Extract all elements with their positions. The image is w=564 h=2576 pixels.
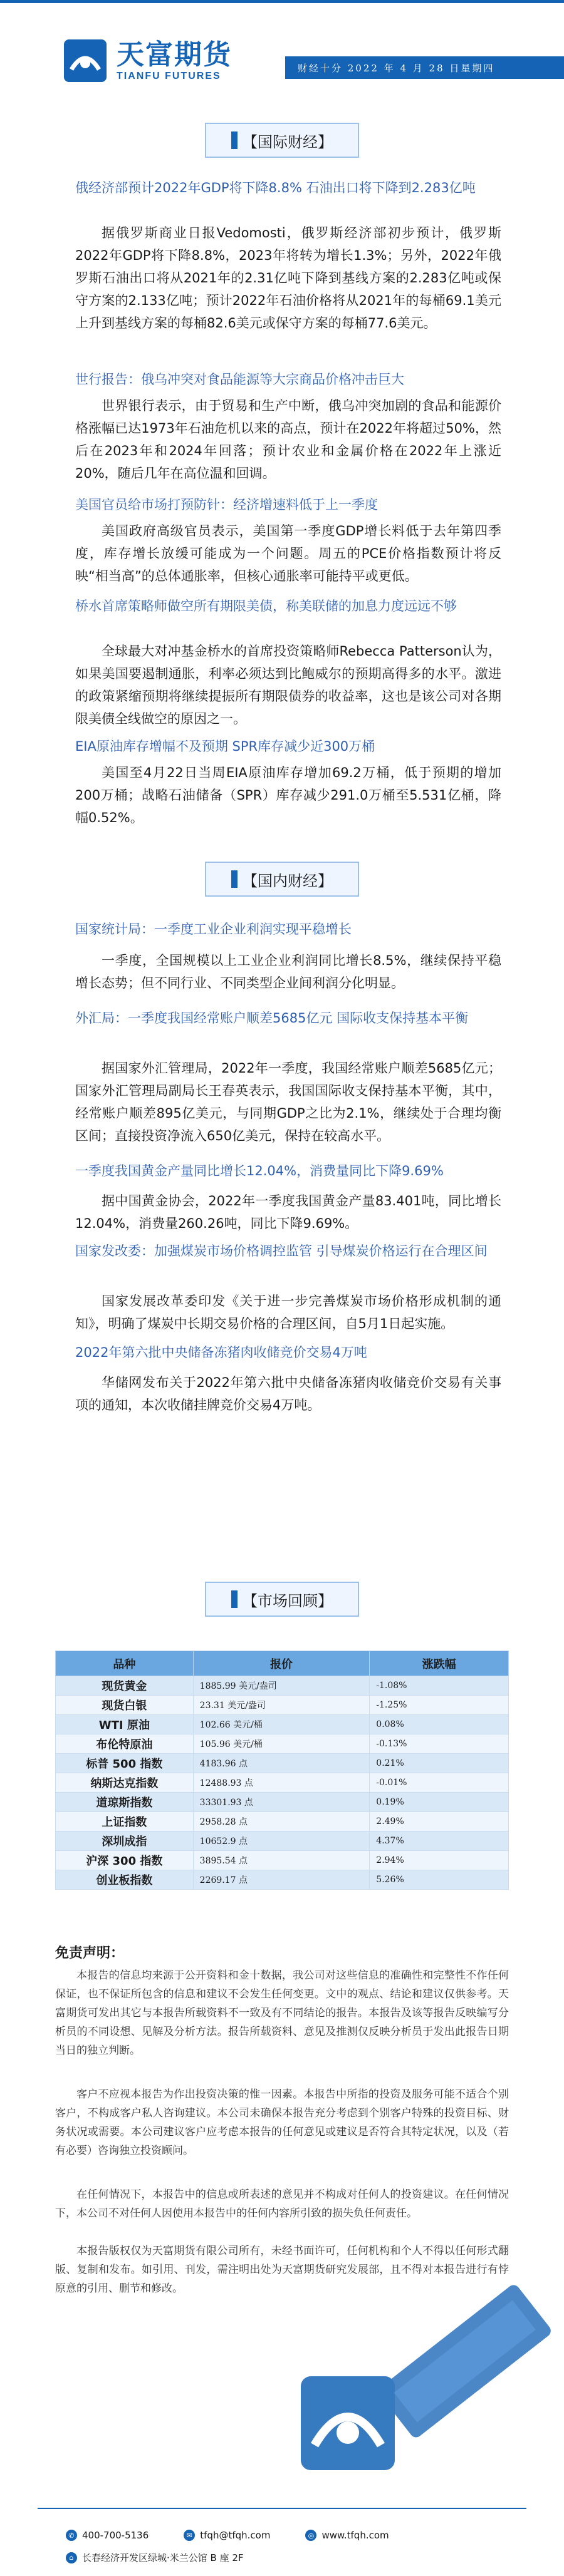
footer-rule (38, 2508, 526, 2509)
instrument-price: 105.96 美元/桶 (193, 1734, 370, 1754)
instrument-price: 3895.54 点 (193, 1851, 370, 1870)
instrument-name: 深圳成指 (56, 1832, 194, 1851)
intl-title-5: EIA原油库存增幅不及预期 SPR库存减少近300万桶 (75, 739, 375, 754)
instrument-name: WTI 原油 (56, 1715, 194, 1734)
disclaimer-paragraph-4: 本报告版权仅为天富期货有限公司所有，未经书面许可，任何机构和个人不得以任何形式翻版、复制和发布。如引用、刊发，需注明出处为天富期货研究发展部，且不得对本报告进行有悖原意的引用、删节和修改。 (55, 2245, 509, 2295)
table-row (56, 1832, 509, 1851)
logo-english-name: TIANFU FUTURES (117, 71, 221, 81)
section-title: 【国际财经】 (243, 133, 333, 151)
dom-body-1: 一季度，全国规模以上工业企业利润同比增长8.5%，继续保持平稳增长态势；但不同行业、不同类型企业间利润分化明显。 (75, 953, 501, 991)
logo-chinese-name: 天富期货 (117, 39, 232, 71)
website-url[interactable]: www.tfqh.com (321, 2530, 389, 2541)
phone-icon: ✆ (66, 2530, 77, 2541)
table-row (56, 1812, 509, 1832)
table-row (56, 1754, 509, 1773)
footer-address-row (66, 2551, 517, 2564)
instrument-name: 现货黄金 (56, 1676, 194, 1696)
instrument-name: 上证指数 (56, 1812, 194, 1832)
instrument-change: -0.01% (370, 1773, 509, 1793)
instrument-change: 0.21% (370, 1754, 509, 1773)
disclaimer-title: 免责声明： (55, 1945, 125, 1961)
instrument-change: -0.13% (370, 1734, 509, 1754)
tab-accent (231, 870, 238, 888)
instrument-change: 5.26% (370, 1870, 509, 1890)
disclaimer-paragraph-3: 在任何情况下，本报告中的信息或所表述的意见并不构成对任何人的投资建议。在任何情况下，本公司不对任何人因使用本报告中的任何内容所引致的损失负任何责任。 (55, 2188, 509, 2220)
market-review-table (55, 1651, 509, 1890)
logo (63, 33, 282, 89)
instrument-name: 现货白银 (56, 1696, 194, 1715)
phone-number: 400-700-5136 (82, 2530, 149, 2541)
intl-body-5: 美国至4月22日当周EIA原油库存增加69.2万桶，低于预期的增加200万桶；战略石油储备（SPR）库存减少291.0万桶至5.531亿桶，降幅0.52%。 (75, 765, 501, 825)
instrument-change: -1.25% (370, 1696, 509, 1715)
intl-body-1: 据俄罗斯商业日报Vedomosti，俄罗斯经济部初步预计，俄罗斯2022年GDP将下降8.8%，2023年将转为增长1.3%；另外，2022年俄罗斯石油出口将从2021年的2.31亿吨下降到基线方案的2.283亿吨或保守方案的2.133亿吨；预计2022年石油价格将从2021年的每桶69.1美元上升到基线方案的每桶82.6美元或保守方案的每桶77.6美元。 (75, 225, 501, 331)
instrument-change: 2.94% (370, 1851, 509, 1870)
dom-title-2: 外汇局：一季度我国经常账户顺差5685亿元 国际收支保持基本平衡 (75, 1011, 469, 1026)
tab-accent (231, 1590, 238, 1608)
intl-title-3: 美国官员给市场打预防针：经济增速料低于上一季度 (75, 497, 378, 512)
dom-title-3: 一季度我国黄金产量同比增长12.04%，消费量同比下降9.69% (75, 1163, 444, 1178)
instrument-price: 1885.99 美元/盎司 (193, 1676, 370, 1696)
intl-body-2: 世界银行表示，由于贸易和生产中断，俄乌冲突加剧的食品和能源价格涨幅已达1973年石油危机以来的高点，预计在2022年将超过50%，然后在2023年和2024年回落；预计农业和金属价格在2022年上涨近20%，随后几年在高位温和回调。 (75, 398, 501, 481)
table-row (56, 1851, 509, 1870)
instrument-name: 道琼斯指数 (56, 1793, 194, 1812)
table-row (56, 1773, 509, 1793)
instrument-change: -1.08% (370, 1676, 509, 1696)
instrument-price: 2269.17 点 (193, 1870, 370, 1890)
instrument-name: 标普 500 指数 (56, 1754, 194, 1773)
table-row (56, 1734, 509, 1754)
dom-title-5: 2022年第六批中央储备冻猪肉收储竞价交易4万吨 (75, 1345, 367, 1360)
dom-body-3: 据中国黄金协会，2022年一季度我国黄金产量83.401吨，同比增长12.04%，消费量260.26吨，同比下降9.69%。 (75, 1193, 501, 1231)
disclaimer-paragraph-1: 本报告的信息均来源于公开资料和金十数据，我公司对这些信息的准确性和完整性不作任何保证，也不保证所包含的信息和建议不会发生任何变更。文中的观点、结论和建议仅供参考。天富期货可发出其它与本报告所载资料不一致及有不同结论的报告。本报告及该等报告反映编写分析员的不同设想、见解及分析方法。报告所载资料、意见及推测仅反映分析员于发出此报告日期当日的独立判断。 (55, 1969, 509, 2057)
section-title: 【国内财经】 (243, 872, 333, 890)
footer-website[interactable] (305, 2530, 389, 2541)
intl-title-1: 俄经济部预计2022年GDP将下降8.8% 石油出口将下降到2.283亿吨 (75, 180, 476, 195)
email-icon: ✉ (184, 2530, 195, 2541)
dom-title-1: 国家统计局：一季度工业企业利润实现平稳增长 (75, 922, 352, 937)
tianfu-logo-icon (63, 38, 108, 83)
dom-title-4: 国家发改委：加强煤炭市场价格调控监管 引导煤炭价格运行在合理区间 (75, 1244, 488, 1259)
instrument-price: 33301.93 点 (193, 1793, 370, 1812)
issue-date: 财经十分 2022 年 4 月 28 日星期四 (298, 63, 495, 74)
instrument-price: 4183.96 点 (193, 1754, 370, 1773)
instrument-name: 创业板指数 (56, 1870, 194, 1890)
table-row (56, 1793, 509, 1812)
section-tab-market (205, 1582, 359, 1617)
instrument-change: 2.49% (370, 1812, 509, 1832)
section-tab-international (205, 123, 359, 158)
page-header (0, 0, 564, 110)
intl-title-4: 桥水首席策略师做空所有期限美债，称美联储的加息力度远远不够 (75, 599, 457, 614)
dom-body-2: 据国家外汇管理局，2022年一季度，我国经常账户顺差5685亿元；国家外汇管理局副局长王春英表示，我国国际收支保持基本平衡，其中，经常账户顺差895亿美元，与同期GDP之比为2.1%，继续处于合理均衡区间；直接投资净流入650亿美元，保持在较高水平。 (75, 1061, 501, 1143)
intl-body-3: 美国政府高级官员表示，美国第一季度GDP增长料低于去年第四季度，库存增长放缓可能成为一个问题。周五的PCE价格指数预计将反映“相当高”的总体通胀率，但核心通胀率可能持平或更低。 (75, 523, 501, 584)
email-address[interactable]: tfqh@tfqh.com (200, 2530, 271, 2541)
column-header-price: 报价 (193, 1651, 370, 1676)
column-header-change: 涨跌幅 (370, 1651, 509, 1676)
table-header-row (56, 1651, 509, 1676)
footer-contacts (66, 2530, 517, 2541)
column-header-name: 品种 (56, 1651, 194, 1676)
section-title: 【市场回顾】 (243, 1592, 333, 1610)
dom-body-5: 华储网发布关于2022年第六批中央储备冻猪肉收储竞价交易有关事项的通知，本次收储挂牌竞价交易4万吨。 (75, 1375, 501, 1413)
footer-address: 长春经济开发区绿城·米兰公馆 B 座 2F (82, 2552, 244, 2563)
section-tab-domestic (205, 862, 359, 897)
dom-body-4: 国家发展改革委印发《关于进一步完善煤炭市场价格形成机制的通知》，明确了煤炭中长期交易价格的合理区间，自5月1日起实施。 (75, 1294, 501, 1331)
table-row (56, 1870, 509, 1890)
instrument-name: 纳斯达克指数 (56, 1773, 194, 1793)
instrument-change: 4.37% (370, 1832, 509, 1851)
footer-email[interactable] (184, 2530, 270, 2541)
table-row (56, 1715, 509, 1734)
disclaimer-paragraph-2: 客户不应视本报告为作出投资决策的惟一因素。本报告中所指的投资及服务可能不适合个别客户，不构成客户私人咨询建议。本公司未确保本报告充分考虑到个别客户特殊的投资目标、财务状况或需要。本公司建议客户应考虑本报告的任何意见或建议是否符合其特定状况，以及（若有必要）咨询独立投资顾问。 (55, 2088, 509, 2157)
instrument-price: 2958.28 点 (193, 1812, 370, 1832)
instrument-price: 102.66 美元/桶 (193, 1715, 370, 1734)
instrument-change: 0.19% (370, 1793, 509, 1812)
intl-body-4: 全球最大对冲基金桥水的首席投资策略师Rebecca Patterson认为，如果美国要遏制通胀，利率必须达到比鲍威尔的预期高得多的水平。激进的政策紧缩预期将继续提振所有期限债券的收益率，这也是该公司对各期限美债全线做空的原因之一。 (75, 644, 501, 726)
globe-icon: ◎ (305, 2530, 316, 2541)
instrument-name: 布伦特原油 (56, 1734, 194, 1754)
header-rule (0, 0, 564, 3)
date-band (285, 56, 564, 79)
instrument-change: 0.08% (370, 1715, 509, 1734)
watermark-logo-icon (276, 2245, 564, 2486)
intl-title-2: 世行报告：俄乌冲突对食品能源等大宗商品价格冲击巨大 (75, 372, 404, 387)
table-row (56, 1696, 509, 1715)
instrument-price: 12488.93 点 (193, 1773, 370, 1793)
location-icon: ⌂ (66, 2552, 77, 2563)
tab-accent (231, 131, 238, 149)
instrument-price: 10652.9 点 (193, 1832, 370, 1851)
instrument-price: 23.31 美元/盎司 (193, 1696, 370, 1715)
footer-phone (66, 2530, 149, 2541)
instrument-name: 沪深 300 指数 (56, 1851, 194, 1870)
table-row (56, 1676, 509, 1696)
